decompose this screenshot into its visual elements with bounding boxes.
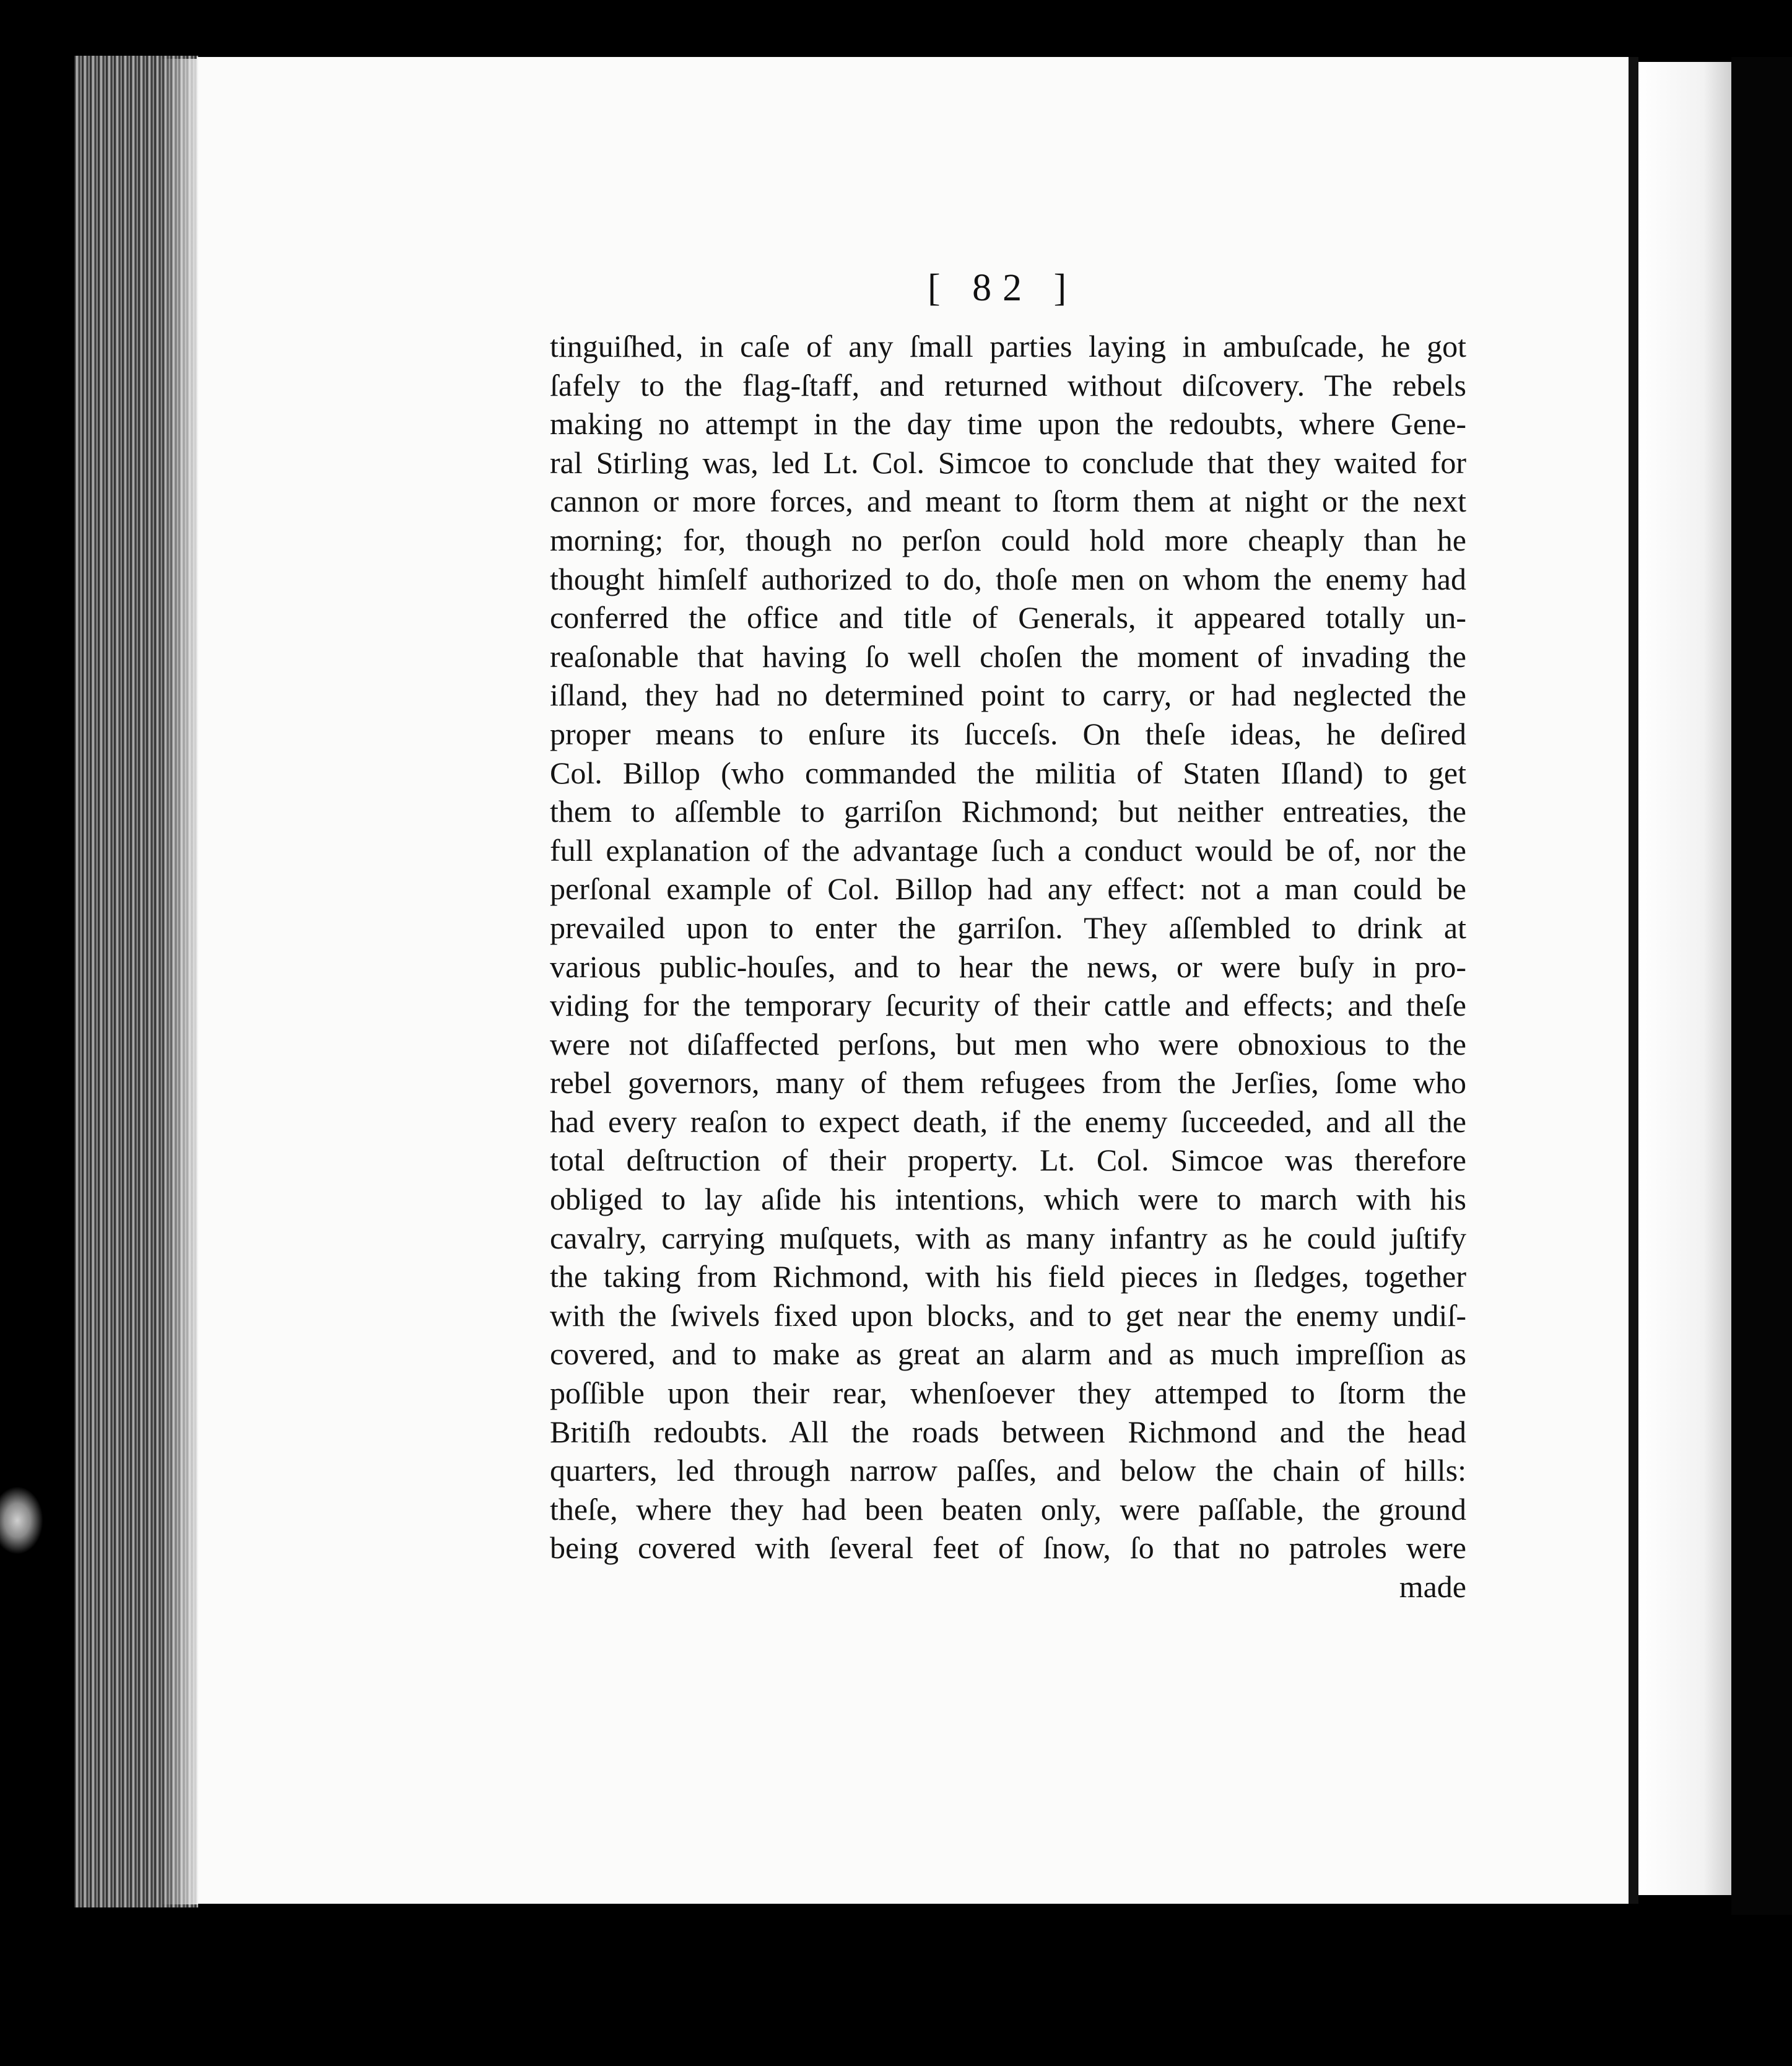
text-line: proper means to enſure its ſucceſs. On theſe ideas, he deſired	[550, 716, 1466, 751]
text-line: thought himſelf authorized to do, thoſe men on whom the enemy had	[550, 561, 1466, 596]
page-number-header: [ 82 ]	[928, 267, 1078, 309]
text-line: rebel governors, many of them refugees from the Jerſies, ſome who	[550, 1065, 1466, 1101]
text-line: with the ſwivels fixed upon blocks, and to get near the enemy undiſ-	[550, 1297, 1466, 1333]
text-line: ſafely to the flag-ſtaff, and returned without diſcovery. The rebels	[550, 367, 1466, 403]
text-line: Britiſh redoubts. All the roads between Richmond and the head	[550, 1414, 1466, 1449]
text-line: prevailed upon to enter the garriſon. They aſſembled to drink at	[550, 910, 1466, 945]
text-line: conferred the office and title of Generals, it appeared totally un-	[550, 600, 1466, 635]
text-line: full explanation of the advantage ſuch a conduct would be of, nor the	[550, 832, 1466, 868]
text-line: morning; for, though no perſon could hold more cheaply than he	[550, 522, 1466, 557]
text-line: tinguiſhed, in caſe of any ſmall parties laying in ambuſcade, he got	[550, 329, 1466, 364]
text-line: Col. Billop (who commanded the militia of Staten Iſland) to get	[550, 755, 1466, 790]
book-binding	[1629, 57, 1638, 1904]
text-line: the taking from Richmond, with his field pieces in ſledges, together	[550, 1259, 1466, 1294]
gutter-shadow	[161, 59, 198, 1904]
scan-background	[1731, 57, 1792, 1915]
facing-page-edge	[1638, 62, 1731, 1895]
text-line: perſonal example of Col. Billop had any effect: not a man could be	[550, 871, 1466, 907]
text-line: poſſible upon their rear, whenſoever they attemped to ſtorm the	[550, 1375, 1466, 1411]
text-line: were not diſaffected perſons, but men who were obnoxious to the	[550, 1026, 1466, 1061]
stray-scan-mark	[0, 1486, 43, 1554]
text-line: making no attempt in the day time upon the redoubts, where Gene-	[550, 406, 1466, 442]
text-line: iſland, they had no determined point to carry, or had neglected the	[550, 678, 1466, 713]
text-line: had every reaſon to expect death, if the enemy ſucceeded, and all the	[550, 1104, 1466, 1139]
text-line: theſe, where they had been beaten only, were paſſable, the ground	[550, 1491, 1466, 1527]
body-text	[550, 327, 1466, 1606]
text-line: total deſtruction of their property. Lt. Col. Simcoe was therefore	[550, 1143, 1466, 1178]
text-line: them to aſſemble to garriſon Richmond; but neither entreaties, the	[550, 794, 1466, 829]
text-line: ral Stirling was, led Lt. Col. Simcoe to conclude that they waited for	[550, 445, 1466, 480]
text-line: being covered with ſeveral feet of ſnow, ſo that no patroles were	[550, 1530, 1466, 1566]
text-line: viding for the temporary ſecurity of their cattle and effects; and theſe	[550, 988, 1466, 1023]
text-line: covered, and to make as great an alarm and as much impreſſion as	[550, 1336, 1466, 1372]
text-line: quarters, led through narrow paſſes, and below the chain of hills:	[550, 1453, 1466, 1488]
text-line: various public-houſes, and to hear the news, or were buſy in pro-	[550, 949, 1466, 984]
text-line: reaſonable that having ſo well choſen the moment of invading the	[550, 639, 1466, 674]
text-line: cannon or more forces, and meant to ſtorm them at night or the next	[550, 484, 1466, 519]
text-line: cavalry, carrying muſquets, with as many infantry as he could juſtify	[550, 1220, 1466, 1255]
text-line: obliged to lay aſide his intentions, which were to march with his	[550, 1182, 1466, 1217]
catchword: made	[1399, 1569, 1466, 1604]
